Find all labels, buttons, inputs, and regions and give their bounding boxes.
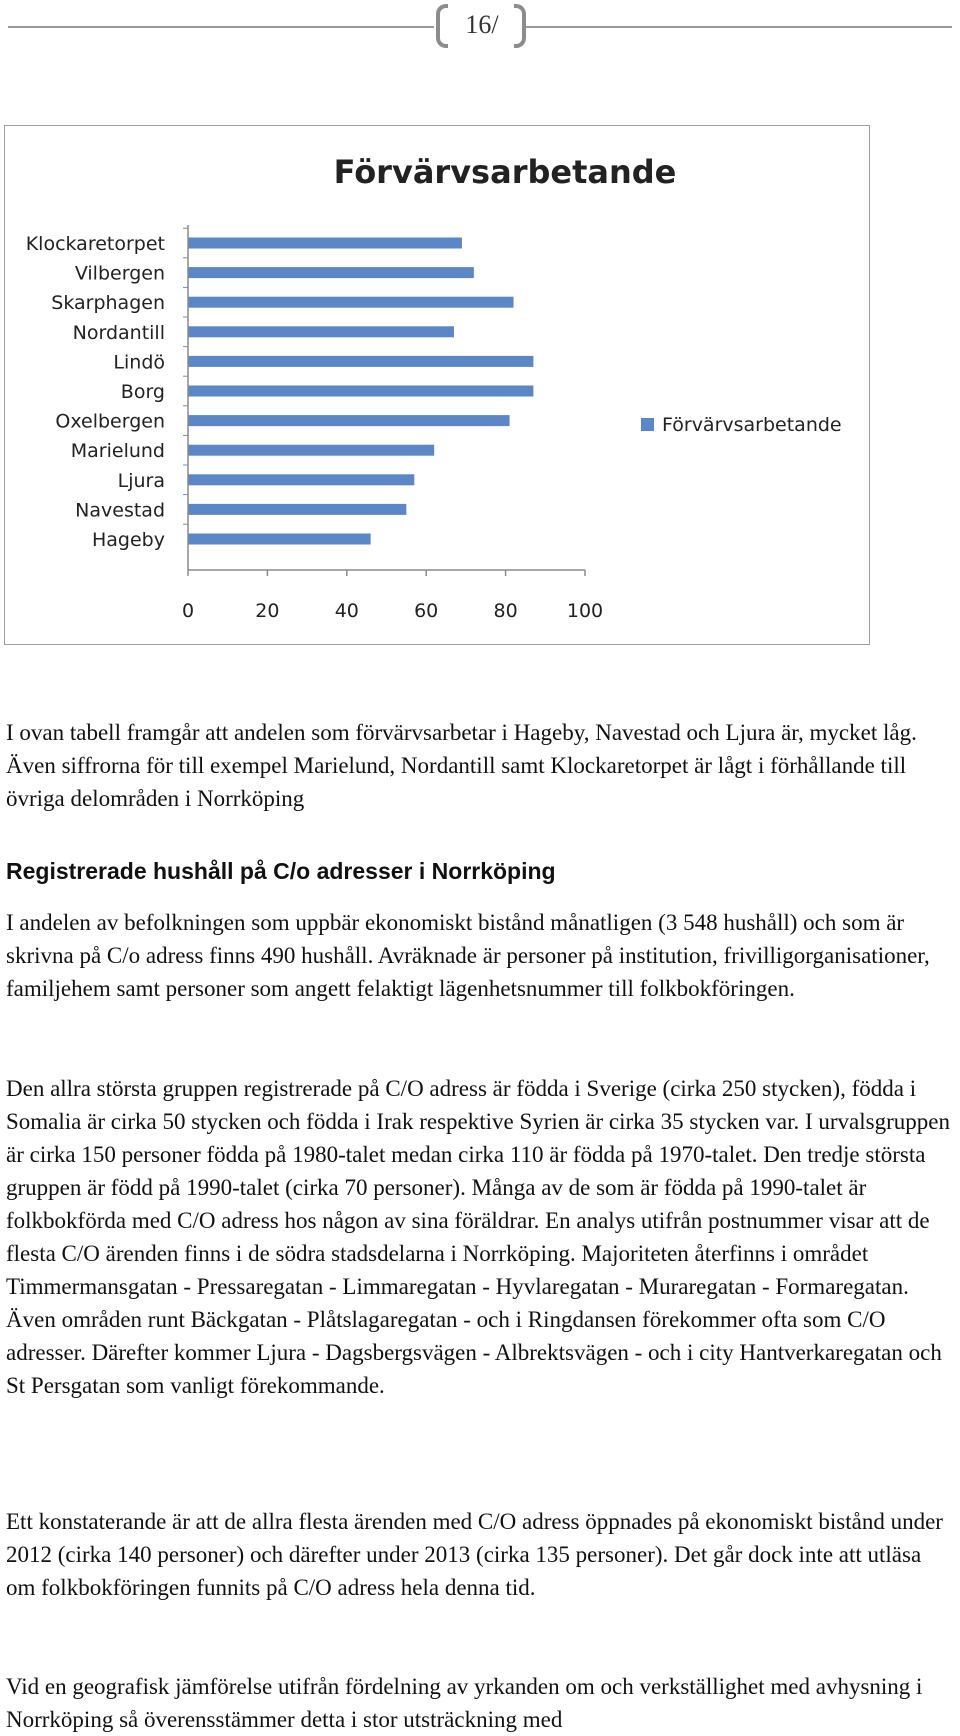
bar: [188, 445, 434, 456]
paragraph-co-cases-opened: Ett konstaterande är att de allra flesta ärenden med C/O adress öppnades på ekonomiskt bistånd under 2012 (cirka 140 personer) och därefter under 2013 (cirka 135 personer). Det går dock inte att utläsa om folkbokföringen funnits på C/O adress hela denna tid.: [6, 1509, 943, 1600]
bar-chart: [4, 125, 870, 645]
bar: [188, 504, 406, 515]
category-label: Lindö: [113, 351, 165, 374]
bar: [188, 238, 462, 249]
bar: [188, 415, 510, 426]
page-number-bracket-right: [514, 4, 526, 48]
category-label: Borg: [120, 381, 165, 403]
x-tick-label: 80: [493, 600, 518, 622]
chart-title: Förvärvsarbetande: [333, 153, 677, 191]
x-tick-label: 20: [255, 600, 280, 622]
paragraph-co-groups: Den allra största gruppen registrerade på C/O adress är födda i Sverige (cirka 250 stycken), födda i Somalia är cirka 50 stycken och födda i Irak respektive Syrien är cirka 35 stycken var. I urvalsgruppen är cirka 150 personer födda på 1980-talet medan cirka 110 är födda på 1970-talet. Den tredje största gruppen är född på 1990-talet (cirka 70 personer). Många av de som är födda på 1990-talet är folkbokförda med C/O adress hos någon av sina föräldrar. En analys utifrån postnummer visar att de flesta C/O ärenden finns i de södra stadsdelarna i Norrköping. Majoriteten återfinns i området Timmermansgatan - Pressaregatan - Limmaregatan - Hyvlaregatan - Muraregatan - Formaregatan. Även områden runt Bäckgatan - Plåtslagaregatan - och i Ringdansen förekommer ofta som C/O adresser. Därefter kommer Ljura - Dagsbergsvägen - Albrektsvägen - och i city Hantverkaregatan och St Persgatan som vanligt förekommande.: [6, 1076, 950, 1398]
bar: [188, 534, 371, 545]
page-number-bracket-left: [436, 4, 448, 48]
bars: [188, 238, 533, 545]
bar: [188, 267, 474, 278]
chart-canvas: [5, 126, 869, 644]
section-heading: Registrerade hushåll på C/o adresser i Norrköping: [6, 858, 556, 884]
bar: [188, 297, 514, 308]
legend: [641, 414, 842, 436]
bar: [188, 386, 533, 397]
paragraph-employment-summary: I ovan tabell framgår att andelen som förvärvsarbetar i Hageby, Navestad och Ljura är, mycket låg. Även siffrorna för till exempel Marielund, Nordantill samt Klockaretorpet är lågt i förhållande till övriga delområden i Norrköping: [6, 720, 917, 811]
paragraph-co-households: I andelen av befolkningen som uppbär ekonomiskt bistånd månatligen (3 548 hushåll) och som är skrivna på C/o adress finns 490 hushåll. Avräknade är personer på institution, frivilligorganisationer, familjehem samt personer som angett felaktigt lägenhetsnummer till folkbokföringen.: [6, 910, 930, 1001]
bar: [188, 474, 414, 485]
x-tick-label: 40: [334, 600, 359, 622]
category-label: Navestad: [75, 499, 165, 522]
legend-label: Förvärvsarbetande: [662, 414, 842, 436]
category-label: Klockaretorpet: [25, 233, 165, 255]
x-tick-label: 60: [414, 600, 439, 622]
category-label: Oxelbergen: [55, 410, 165, 433]
category-label: Ljura: [117, 469, 165, 492]
category-labels: [26, 233, 165, 551]
bar: [188, 356, 533, 367]
category-label: Vilbergen: [74, 262, 165, 285]
header-rule-right: [526, 26, 952, 28]
x-tick-label: 100: [566, 600, 604, 622]
category-label: Hageby: [92, 529, 165, 551]
bar: [188, 326, 454, 337]
category-label: Nordantill: [72, 321, 165, 344]
page-number: 16/: [465, 10, 499, 39]
paragraph-geographic-comparison: Vid en geografisk jämförelse utifrån fördelning av yrkanden om och verkställighet med avhysning i Norrköping så överensstämmer detta i stor utsträckning med: [6, 1674, 923, 1732]
category-label: Marielund: [70, 440, 165, 463]
header-rule-left: [8, 26, 434, 28]
category-label: Skarphagen: [51, 292, 165, 315]
x-tick-label: 0: [181, 600, 195, 622]
legend-swatch: [641, 418, 654, 431]
